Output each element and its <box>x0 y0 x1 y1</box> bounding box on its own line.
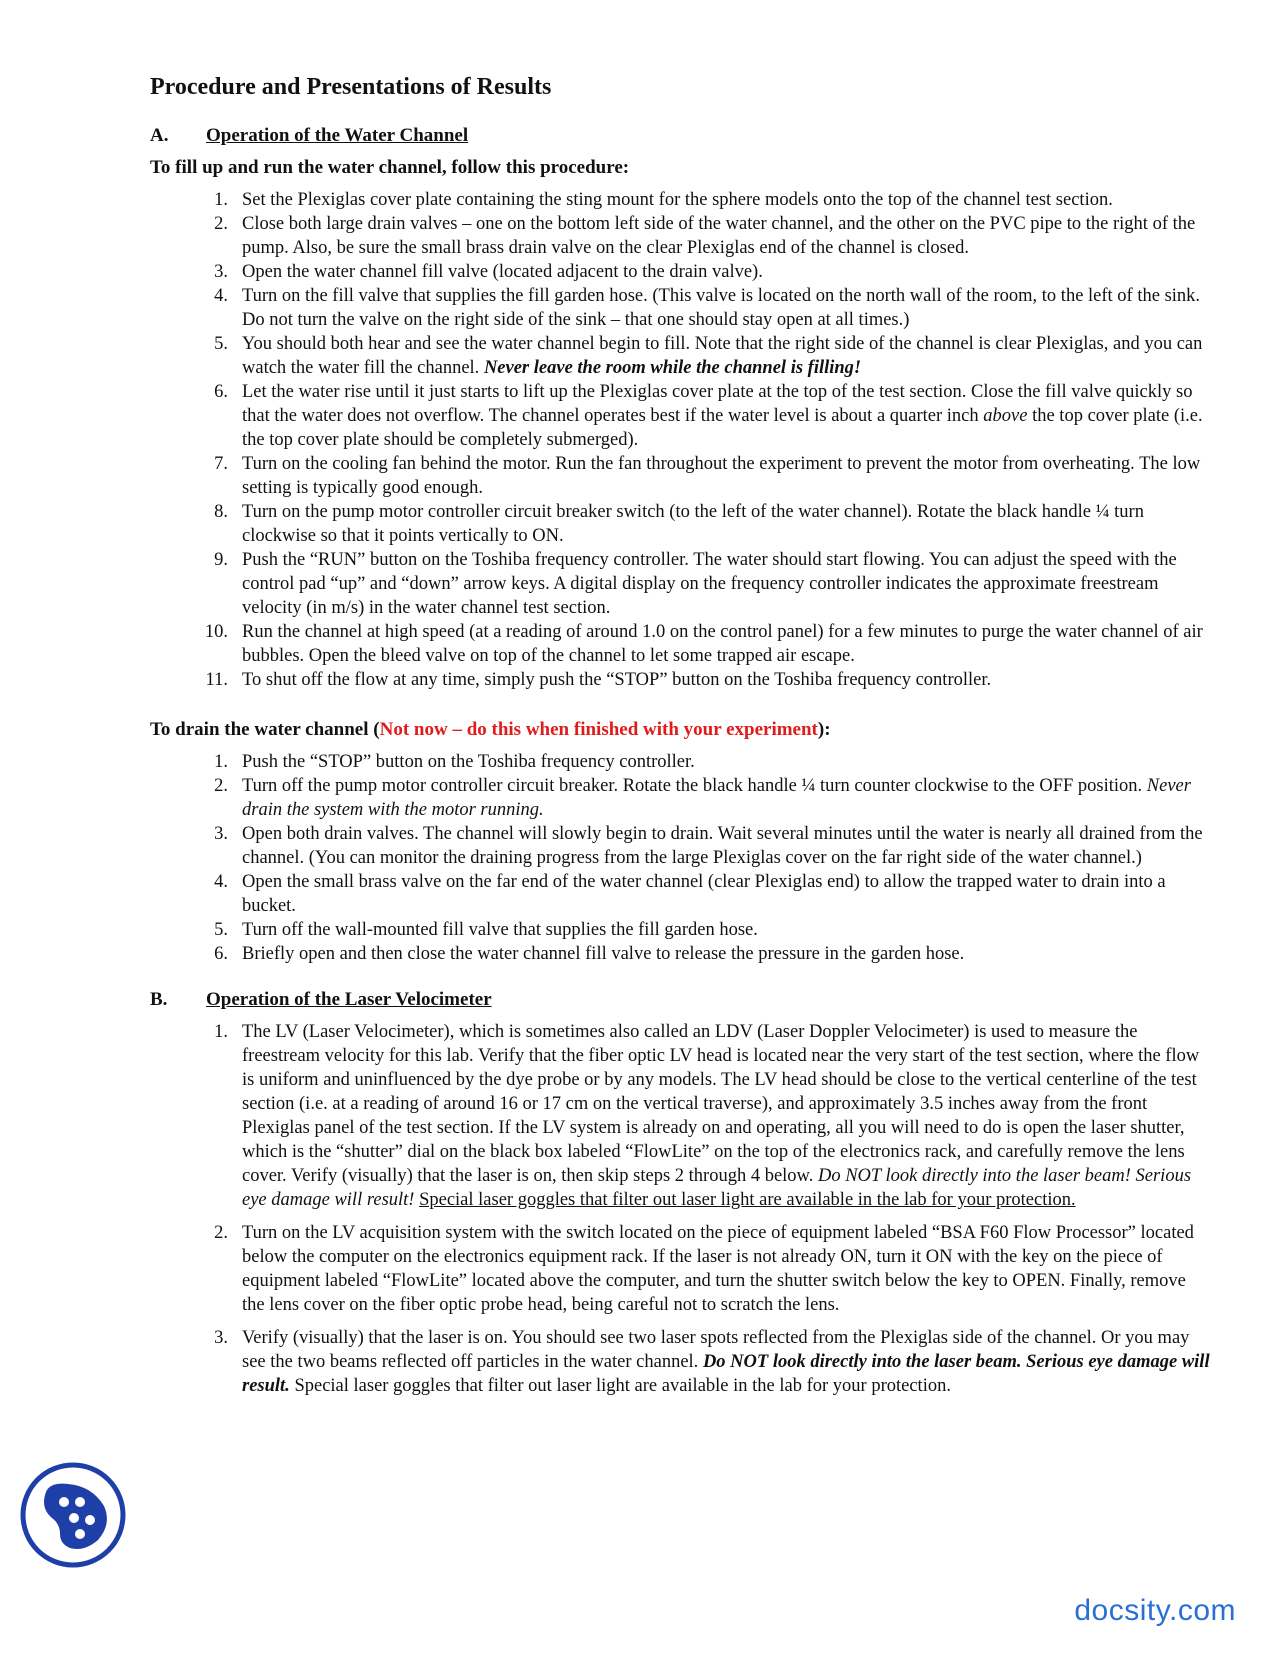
drain-heading-warning: Not now – do this when finished with your experiment <box>379 719 818 740</box>
list-item <box>150 774 1210 822</box>
section-b-letter: B. <box>150 989 168 1010</box>
list-item <box>150 750 1210 774</box>
drain-heading-end: ): <box>817 719 831 740</box>
list-item <box>150 332 1210 380</box>
step-text <box>242 380 1210 452</box>
list-item <box>150 452 1210 500</box>
step-text: Open the small brass valve on the far end of the water channel (clear Plexiglas end) to allow the trapped water to drain into a bucket. <box>242 872 1166 916</box>
drain-heading-text: To drain the water channel ( <box>150 719 380 740</box>
list-item <box>150 918 1210 942</box>
step-text: Close both large drain valves – one on the bottom left side of the water channel, and the other on the PVC pipe to the right of the pump. Also, be sure the small brass drain valve on the clear Plexiglas end of the channel is closed. <box>242 214 1196 258</box>
underlined-text: Special laser goggles that filter out laser light are available in the lab for your protection. <box>419 1190 1076 1210</box>
list-item <box>150 212 1210 260</box>
step-text: Set the Plexiglas cover plate containing the sting mount for the sphere models onto the top of the channel test section. <box>242 190 1113 210</box>
list-item <box>150 380 1210 452</box>
step-number: 7. <box>214 454 228 474</box>
step-number: 8. <box>214 502 228 522</box>
step-text: To shut off the flow at any time, simply push the “STOP” button on the Toshiba frequency controller. <box>242 670 992 690</box>
step-text: Run the channel at high speed (at a reading of around 1.0 on the control panel) for a few minutes to purge the water channel of air bubbles. Open the bleed valve on top of the channel to let some trapped air escape. <box>242 622 1203 666</box>
step-text-main: Let the water rise until it just starts to lift up the Plexiglas cover plate at the top of the test section. Close the fill valve quickly so that the water does not overflow. The channel operates best if the water level is about a quarter inch <box>242 382 1193 426</box>
section-b-heading <box>150 988 1210 1012</box>
step-text: Turn on the fill valve that supplies the fill garden hose. (This valve is located on the north wall of the room, to the left of the sink. Do not turn the valve on the right side of the sink – that one should stay open at all times.) <box>242 286 1201 330</box>
page-title: Procedure and Presentations of Results <box>150 74 552 100</box>
drain-steps-list <box>150 750 1210 966</box>
step-number: 3. <box>214 1328 228 1348</box>
step-text: Briefly open and then close the water channel fill valve to release the pressure in the garden hose. <box>242 944 965 964</box>
warning-text: Never leave the room while the channel is filling! <box>483 358 862 378</box>
step-number: 9. <box>214 550 228 570</box>
list-item <box>150 1020 1210 1212</box>
step-number: 1. <box>214 190 228 210</box>
step-text-rest: Special laser goggles that filter out laser light are available in the lab for your protection. <box>289 1376 951 1396</box>
step-number: 2. <box>214 214 228 234</box>
section-a-letter: A. <box>150 125 169 146</box>
list-item <box>150 548 1210 620</box>
list-item <box>150 284 1210 332</box>
step-text: Turn on the pump motor controller circuit breaker switch (to the left of the water channel). Rotate the black handle ¼ turn clockwise so that it points vertically to ON. <box>242 502 1144 546</box>
step-text <box>242 332 1210 380</box>
fill-steps-list <box>150 188 1210 692</box>
step-number: 3. <box>214 262 228 282</box>
step-text: Turn on the cooling fan behind the motor. Run the fan throughout the experiment to prevent the motor from overheating. The low setting is typically good enough. <box>242 454 1201 498</box>
step-text: Open both drain valves. The channel will slowly begin to drain. Wait several minutes until the water is nearly all drained from the channel. (You can monitor the draining progress from the large Plexiglas cover on the far right side of the water channel.) <box>242 824 1203 868</box>
list-item <box>150 188 1210 212</box>
section-a-heading <box>150 124 1210 148</box>
italic-warning: Do NOT look directly into the laser beam! Serious eye damage will result! <box>242 1166 1192 1210</box>
step-text <box>242 1020 1210 1212</box>
step-number: 5. <box>214 334 228 354</box>
list-item <box>150 1221 1210 1317</box>
step-text-main: The LV (Laser Velocimeter), which is sometimes also called an LDV (Laser Doppler Velocimeter) is used to measure the freestream velocity for this lab. Verify that the fiber optic LV head is located near the very start of the test section, where the flow is uniform and uninfluenced by the dye probe or by any models. The LV head should be close to the vertical centerline of the test section (i.e. at a reading of around 16 or 17 cm on the vertical traverse), and approximately 3.5 inches away from the front Plexiglas panel of the test section. If the LV system is already on and operating, all you will need to do is open the laser shutter, which is the “shutter” dial on the black box labeled “FlowLite” on the top of the electronics rack, and carefully remove the lens cover. Verify (visually) that the laser is on, then skip steps 2 through 4 below. <box>242 1022 1200 1186</box>
section-b-name: Operation of the Laser Velocimeter <box>206 989 492 1010</box>
step-text-main: Verify (visually) that the laser is on. You should see two laser spots reflected from the Plexiglas side of the channel. Or you may see the two beams reflected off particles in the water channel. <box>242 1328 1190 1372</box>
step-number: 10. <box>204 622 228 642</box>
drain-procedure-heading <box>150 718 1210 742</box>
warning-text: Do NOT look directly into the laser beam. Serious eye damage will result. <box>242 1352 1210 1396</box>
step-text-main: Turn off the pump motor controller circuit breaker. Rotate the black handle ¼ turn counter clockwise to the OFF position. <box>242 776 1147 796</box>
step-text <box>242 1326 1210 1398</box>
list-item <box>150 260 1210 284</box>
italic-text: Never drain the system with the motor running. <box>242 776 1191 820</box>
step-number: 11. <box>205 670 228 690</box>
italic-text: above <box>983 406 1028 426</box>
step-text <box>242 774 1210 822</box>
step-text-rest: the top cover plate (i.e. the top cover plate should be completely submerged). <box>242 406 1203 450</box>
list-item <box>150 668 1210 692</box>
fill-procedure-heading: To fill up and run the water channel, follow this procedure: <box>150 157 630 178</box>
step-number: 4. <box>214 286 228 306</box>
step-text: Push the “STOP” button on the Toshiba frequency controller. <box>242 752 695 772</box>
step-number: 1. <box>214 1022 228 1042</box>
step-number: 2. <box>214 1223 228 1243</box>
step-text: Open the water channel fill valve (located adjacent to the drain valve). <box>242 262 763 282</box>
step-number: 4. <box>214 872 228 892</box>
step-number: 1. <box>214 752 228 772</box>
docsity-brand-link[interactable]: docsity.com <box>1074 1594 1236 1627</box>
list-item <box>150 620 1210 668</box>
step-text: Push the “RUN” button on the Toshiba frequency controller. The water should start flowing. You can adjust the speed with the control pad “up” and “down” arrow keys. A digital display on the frequency controller indicates the approximate freestream velocity (in m/s) in the water channel test section. <box>242 550 1177 618</box>
list-item <box>150 822 1210 870</box>
docsity-logo-icon <box>20 1462 126 1568</box>
step-number: 2. <box>214 776 228 796</box>
step-text-main: You should both hear and see the water channel begin to fill. Note that the right side of the channel is clear Plexiglas, and you can watch the water fill the channel. <box>242 334 1203 378</box>
laser-steps-list <box>150 1020 1210 1398</box>
step-number: 3. <box>214 824 228 844</box>
step-number: 6. <box>214 382 228 402</box>
step-number: 6. <box>214 944 228 964</box>
step-number: 5. <box>214 920 228 940</box>
list-item <box>150 870 1210 918</box>
step-text: Turn off the wall-mounted fill valve that supplies the fill garden hose. <box>242 920 758 940</box>
list-item <box>150 500 1210 548</box>
step-text: Turn on the LV acquisition system with the switch located on the piece of equipment labeled “BSA F60 Flow Processor” located below the computer on the electronics equipment rack. If the laser is not already ON, turn it ON with the key on the piece of equipment labeled “FlowLite” located above the computer, and turn the shutter switch below the key to OPEN. Finally, remove the lens cover on the fiber optic probe head, being careful not to scratch the lens. <box>242 1223 1194 1315</box>
list-item <box>150 1326 1210 1398</box>
section-a-name: Operation of the Water Channel <box>206 125 469 146</box>
document-content <box>150 72 1210 1407</box>
list-item <box>150 942 1210 966</box>
